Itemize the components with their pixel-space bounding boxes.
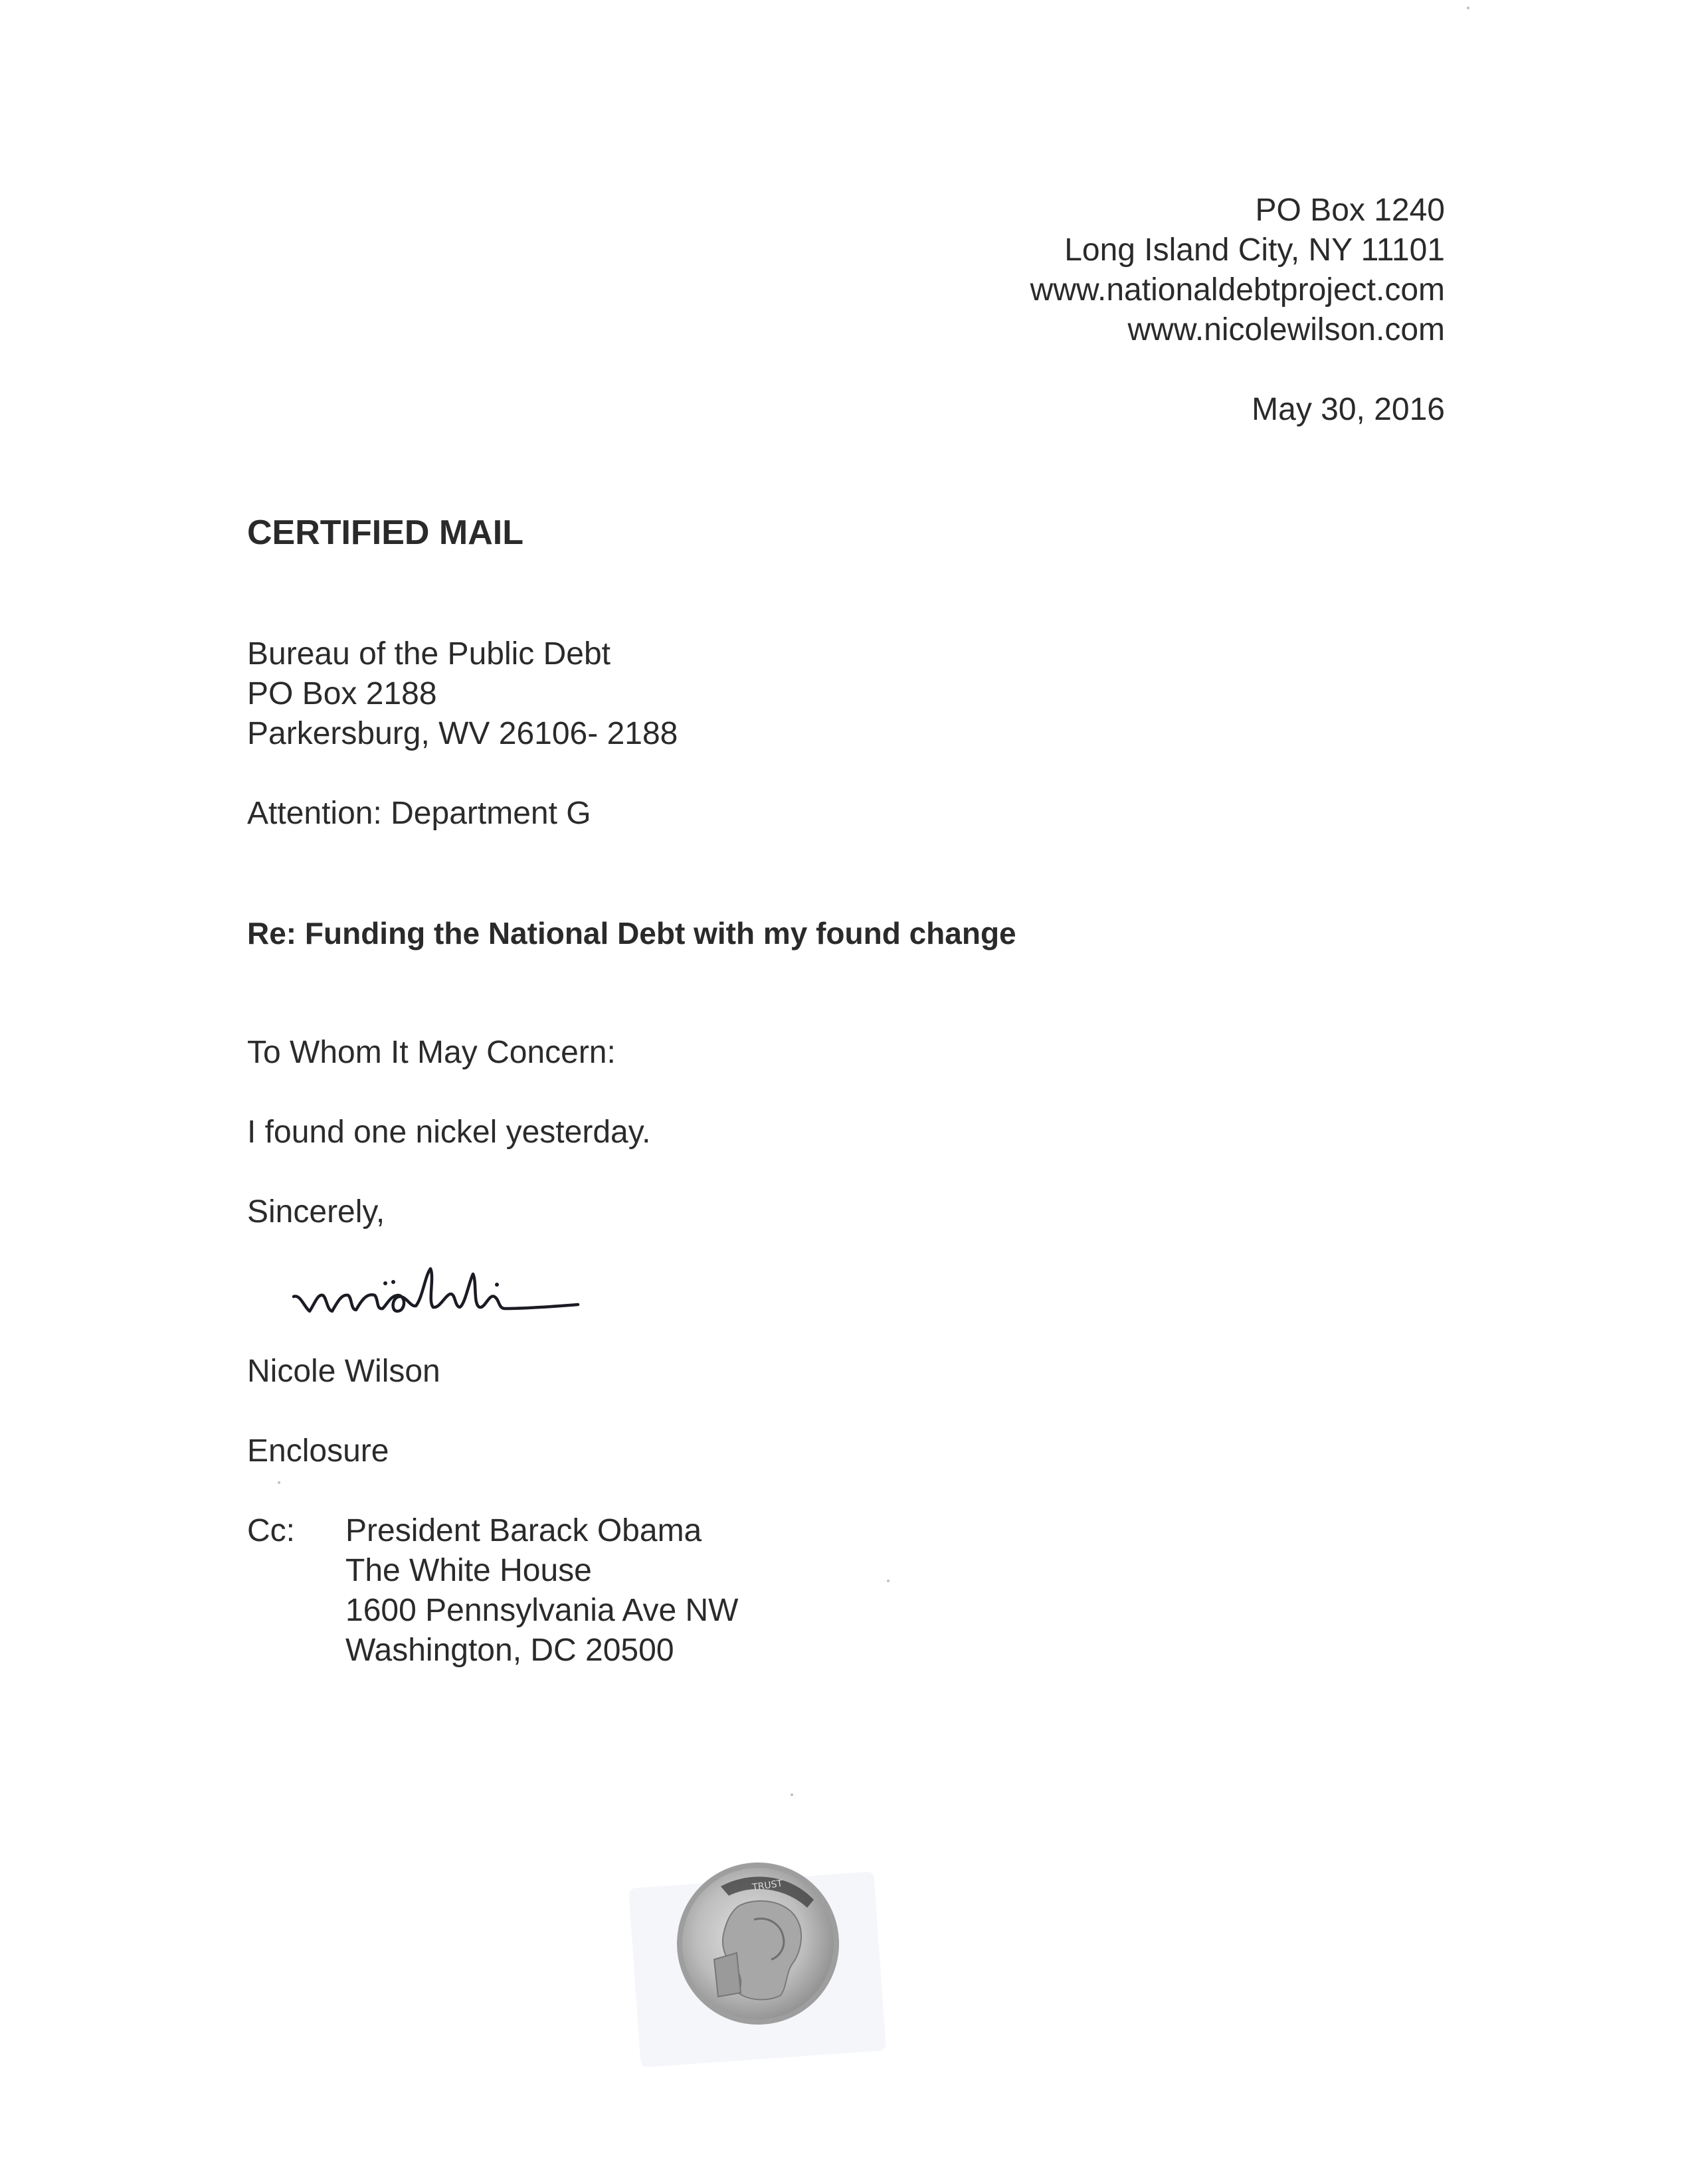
cc-street: 1600 Pennsylvania Ave NW (345, 1593, 739, 1628)
cc-name: President Barack Obama (345, 1513, 702, 1548)
cc-city-state-zip: Washington, DC 20500 (345, 1633, 674, 1668)
sender-website-nicole-wilson: www.nicolewilson.com (1127, 312, 1445, 347)
recipient-city-state-zip: Parkersburg, WV 26106- 2188 (247, 716, 678, 751)
sender-address (1030, 191, 1445, 350)
enclosure-note: Enclosure (247, 1433, 389, 1469)
closing: Sincerely, (247, 1194, 385, 1229)
scan-speck (278, 1481, 280, 1484)
letter-date: May 30, 2016 (1252, 392, 1445, 427)
sender-po-box: PO Box 1240 (1255, 193, 1445, 228)
scan-speck (887, 1580, 890, 1582)
handwritten-signature (286, 1255, 618, 1328)
subject-line: Re: Funding the National Debt with my found change (247, 916, 1016, 951)
sender-website-national-debt-project: www.nationaldebtproject.com (1030, 272, 1445, 308)
taped-nickel (634, 1853, 880, 2072)
recipient-po-box: PO Box 2188 (247, 676, 437, 711)
scan-speck (1467, 7, 1469, 9)
salutation: To Whom It May Concern: (247, 1035, 616, 1070)
coin-inscription: TRUST (751, 1878, 784, 1893)
cc-recipient (345, 1511, 738, 1671)
signer-name: Nicole Wilson (247, 1354, 440, 1389)
letter-body: I found one nickel yesterday. (247, 1115, 651, 1150)
certified-mail-heading: CERTIFIED MAIL (247, 513, 523, 552)
cc-label: Cc: (247, 1513, 295, 1548)
recipient-address (247, 634, 678, 754)
cc-building: The White House (345, 1553, 592, 1588)
sender-city-state-zip: Long Island City, NY 11101 (1064, 232, 1445, 268)
recipient-name: Bureau of the Public Debt (247, 636, 611, 672)
attention-line: Attention: Department G (247, 796, 591, 831)
scan-speck (791, 1793, 793, 1796)
nickel-coin-icon (674, 1860, 842, 2027)
